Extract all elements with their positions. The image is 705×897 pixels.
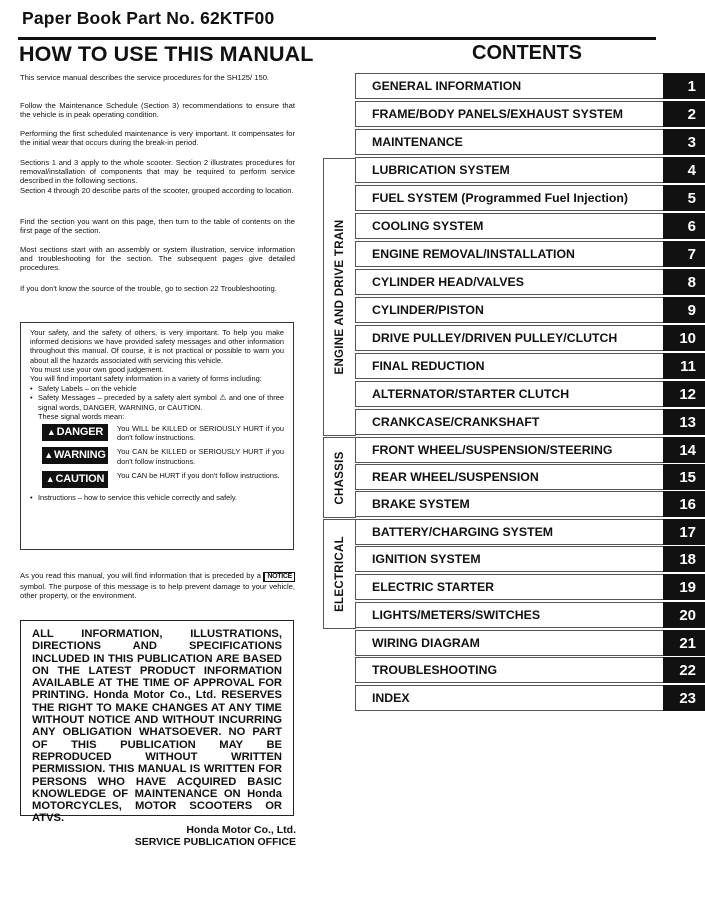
toc-item-label: WIRING DIAGRAM (355, 630, 663, 656)
toc-item-number-tab: 10 (663, 325, 705, 351)
toc-item-number-tab: 18 (663, 546, 705, 572)
group-label-engine: ENGINE AND DRIVE TRAIN (334, 219, 346, 375)
safety-alert-icon: ⚠ (219, 393, 227, 403)
toc-item-number-tab: 21 (663, 630, 705, 656)
notice-paragraph: As you read this manual, you will find information that is preceded by a NOTICE symbol. The purpose of this message is to help prevent damage to your vehicle, other property, or the environment. (20, 571, 295, 601)
toc-item-label: INDEX (355, 685, 663, 711)
toc-item-final-reduction[interactable] (355, 353, 705, 379)
notice-icon: NOTICE (263, 572, 295, 582)
toc-item-number-tab: 1 (663, 73, 705, 99)
toc-item-cylinder-head[interactable] (355, 269, 705, 295)
toc-item-label: TROUBLESHOOTING (355, 657, 663, 683)
danger-text: You WILL be KILLED or SERIOUSLY HURT if you don't follow instructions. (117, 424, 284, 443)
toc-item-battery-charging[interactable] (355, 519, 705, 545)
warning-triangle-icon: ▲ (46, 426, 56, 437)
publisher-company: Honda Motor Co., Ltd. (186, 824, 296, 836)
contents-title: CONTENTS (472, 42, 582, 64)
toc-item-cooling-system[interactable] (355, 213, 705, 239)
toc-item-cylinder-piston[interactable] (355, 297, 705, 323)
toc-item-number-tab: 9 (663, 297, 705, 323)
group-label-electrical: ELECTRICAL (334, 536, 346, 612)
toc-item-number-tab: 14 (663, 437, 705, 463)
toc-item-brake-system[interactable] (355, 491, 705, 517)
top-rule-divider (18, 37, 656, 40)
toc-item-label: FRONT WHEEL/SUSPENSION/STEERING (355, 437, 663, 463)
toc-item-frame-body-panels[interactable] (355, 101, 705, 127)
toc-item-number-tab: 4 (663, 157, 705, 183)
toc-item-label: FRAME/BODY PANELS/EXHAUST SYSTEM (355, 101, 663, 127)
disclaimer-box: ALL INFORMATION, ILLUSTRATIONS, DIRECTIONS AND SPECIFICATIONS INCLUDED IN THIS PUBLICATION ARE BASED ON THE LATEST PRODUCT INFORMATION AVAILABLE AT THE TIME OF APPROVAL FOR PRINTING. Honda Motor Co., Ltd. RESERVES THE RIGHT TO MAKE CHANGES AT ANY TIME WITHOUT NOTICE AND WITHOUT INCURRING ANY OBLIGATION WHATSOEVER. NO PART OF THIS PUBLICATION MAY BE REPRODUCED WITHOUT WRITTEN PERMISSION. THIS MANUAL IS WRITTEN FOR PERSONS WHO HAVE ACQUIRED BASIC KNOWLEDGE OF MAINTENANCE ON Honda MOTORCYCLES, MOTOR SCOOTERS OR ATVS. (20, 620, 294, 816)
toc-item-index[interactable] (355, 685, 705, 711)
safety-box (20, 322, 294, 550)
signal-caution (42, 471, 284, 488)
toc-item-lights-meters[interactable] (355, 602, 705, 628)
toc-item-drive-pulley[interactable] (355, 325, 705, 351)
warning-triangle-icon: ▲ (45, 473, 55, 484)
toc-item-number-tab: 17 (663, 519, 705, 545)
toc-item-electric-starter[interactable] (355, 574, 705, 600)
toc-item-label: MAINTENANCE (355, 129, 663, 155)
publisher-office: SERVICE PUBLICATION OFFICE (134, 836, 296, 848)
toc-item-label: LIGHTS/METERS/SWITCHES (355, 602, 663, 628)
troubleshooting-paragraph: If you don't know the source of the trouble, go to section 22 Troubleshooting. (20, 284, 277, 293)
toc-item-lubrication-system[interactable] (355, 157, 705, 183)
signal-words-intro: These signal words mean: (38, 411, 125, 421)
toc-item-number-tab: 12 (663, 381, 705, 407)
toc-item-crankcase[interactable] (355, 409, 705, 435)
toc-item-troubleshooting[interactable] (355, 657, 705, 683)
toc-item-number-tab: 11 (663, 353, 705, 379)
toc-item-number-tab: 23 (663, 685, 705, 711)
first-maintenance-paragraph: Performing the first scheduled maintenance is very important. It compensates for the initial wear that occurs during the break-in period. (20, 129, 295, 148)
toc-item-number-tab: 7 (663, 241, 705, 267)
safety-list (30, 384, 284, 412)
intro-paragraph: This service manual describes the service procedures for the SH125/ 150. (20, 73, 270, 82)
group-electrical (323, 519, 356, 629)
sections-paragraph: Sections 1 and 3 apply to the whole scooter. Section 2 illustrates procedures for removal/installation of components that may be required to perform service described in the following sections. (20, 158, 295, 186)
toc-item-label: BATTERY/CHARGING SYSTEM (355, 519, 663, 545)
toc-item-label: CYLINDER/PISTON (355, 297, 663, 323)
toc-item-number-tab: 13 (663, 409, 705, 435)
safety-bullet-labels: • Safety Labels – on the vehicle (30, 384, 284, 393)
group-chassis (323, 437, 356, 518)
toc-item-maintenance[interactable] (355, 129, 705, 155)
toc-item-label: IGNITION SYSTEM (355, 546, 663, 572)
toc-item-number-tab: 16 (663, 491, 705, 517)
caution-text: You CAN be HURT if you don't follow instructions. (117, 470, 280, 480)
publisher-signature (100, 824, 296, 848)
signal-warning (42, 447, 284, 465)
toc-item-number-tab: 19 (663, 574, 705, 600)
toc-item-engine-removal[interactable] (355, 241, 705, 267)
toc-item-ignition-system[interactable] (355, 546, 705, 572)
toc-item-front-wheel[interactable] (355, 437, 705, 463)
toc-item-fuel-system[interactable] (355, 185, 705, 211)
toc-item-number-tab: 5 (663, 185, 705, 211)
warning-label: ▲ WARNING (42, 447, 108, 464)
toc-item-general-information[interactable] (355, 73, 705, 99)
find-section-paragraph: Find the section you want on this page, then turn to the table of contents on the first page of the section. (20, 217, 295, 236)
toc-item-wiring-diagram[interactable] (355, 630, 705, 656)
group-engine-drive-train (323, 158, 356, 436)
toc-item-number-tab: 20 (663, 602, 705, 628)
toc-item-label: REAR WHEEL/SUSPENSION (355, 464, 663, 490)
safety-judgement: You must use your own good judgement. (30, 364, 164, 374)
toc-item-label: LUBRICATION SYSTEM (355, 157, 663, 183)
toc-item-number-tab: 8 (663, 269, 705, 295)
signal-danger (42, 424, 284, 442)
toc-item-label: DRIVE PULLEY/DRIVEN PULLEY/CLUTCH (355, 325, 663, 351)
toc-item-label: ELECTRIC STARTER (355, 574, 663, 600)
how-to-use-title: HOW TO USE THIS MANUAL (19, 42, 314, 66)
danger-label: ▲ DANGER (42, 424, 108, 441)
safety-list-instructions (30, 493, 284, 502)
toc-item-rear-wheel[interactable] (355, 464, 705, 490)
safety-bullet-instructions: • Instructions – how to service this vehicle correctly and safely. (30, 493, 284, 502)
warning-triangle-icon: ▲ (44, 450, 53, 461)
safety-bullet-messages: • Safety Messages – preceded by a safety alert symbol ⚠ and one of three signal words, DANGER, WARNING, or CAUTION. (30, 393, 284, 411)
safety-intro: Your safety, and the safety of others, is very important. To help you make informed decisions we have provided safety messages and other information throughout this manual. Of course, it is not practical or possible to warn you about all the hazards associated with servicing this vehicle. (30, 328, 284, 365)
toc-item-label: CYLINDER HEAD/VALVES (355, 269, 663, 295)
toc-item-label: ENGINE REMOVAL/INSTALLATION (355, 241, 663, 267)
toc-item-label: FUEL SYSTEM (Programmed Fuel Injection) (355, 185, 663, 211)
toc-item-number-tab: 2 (663, 101, 705, 127)
toc-item-label: BRAKE SYSTEM (355, 491, 663, 517)
toc-item-label: COOLING SYSTEM (355, 213, 663, 239)
toc-item-number-tab: 6 (663, 213, 705, 239)
sections-start-paragraph: Most sections start with an assembly or system illustration, service information and troubleshooting for the section. The subsequent pages give detailed procedures. (20, 245, 295, 273)
toc-item-number-tab: 15 (663, 464, 705, 490)
safety-forms: You will find important safety information in a variety of forms including: (30, 374, 262, 384)
maintenance-paragraph: Follow the Maintenance Schedule (Section 3) recommendations to ensure that the vehicle is in peak operating condition. (20, 101, 295, 120)
sections-location-paragraph: Section 4 through 20 describe parts of the scooter, grouped according to location. (20, 186, 294, 195)
toc-item-label: FINAL REDUCTION (355, 353, 663, 379)
group-label-chassis: CHASSIS (334, 450, 346, 505)
toc-item-number-tab: 22 (663, 657, 705, 683)
warning-text: You CAN be KILLED or SERIOUSLY HURT if you don't follow instructions. (117, 447, 284, 466)
toc-item-label: ALTERNATOR/STARTER CLUTCH (355, 381, 663, 407)
toc-item-label: CRANKCASE/CRANKSHAFT (355, 409, 663, 435)
toc-item-alternator[interactable] (355, 381, 705, 407)
toc-item-label: GENERAL INFORMATION (355, 73, 663, 99)
toc-item-number-tab: 3 (663, 129, 705, 155)
part-number: Paper Book Part No. 62KTF00 (22, 8, 275, 28)
caution-label: ▲ CAUTION (42, 471, 108, 488)
